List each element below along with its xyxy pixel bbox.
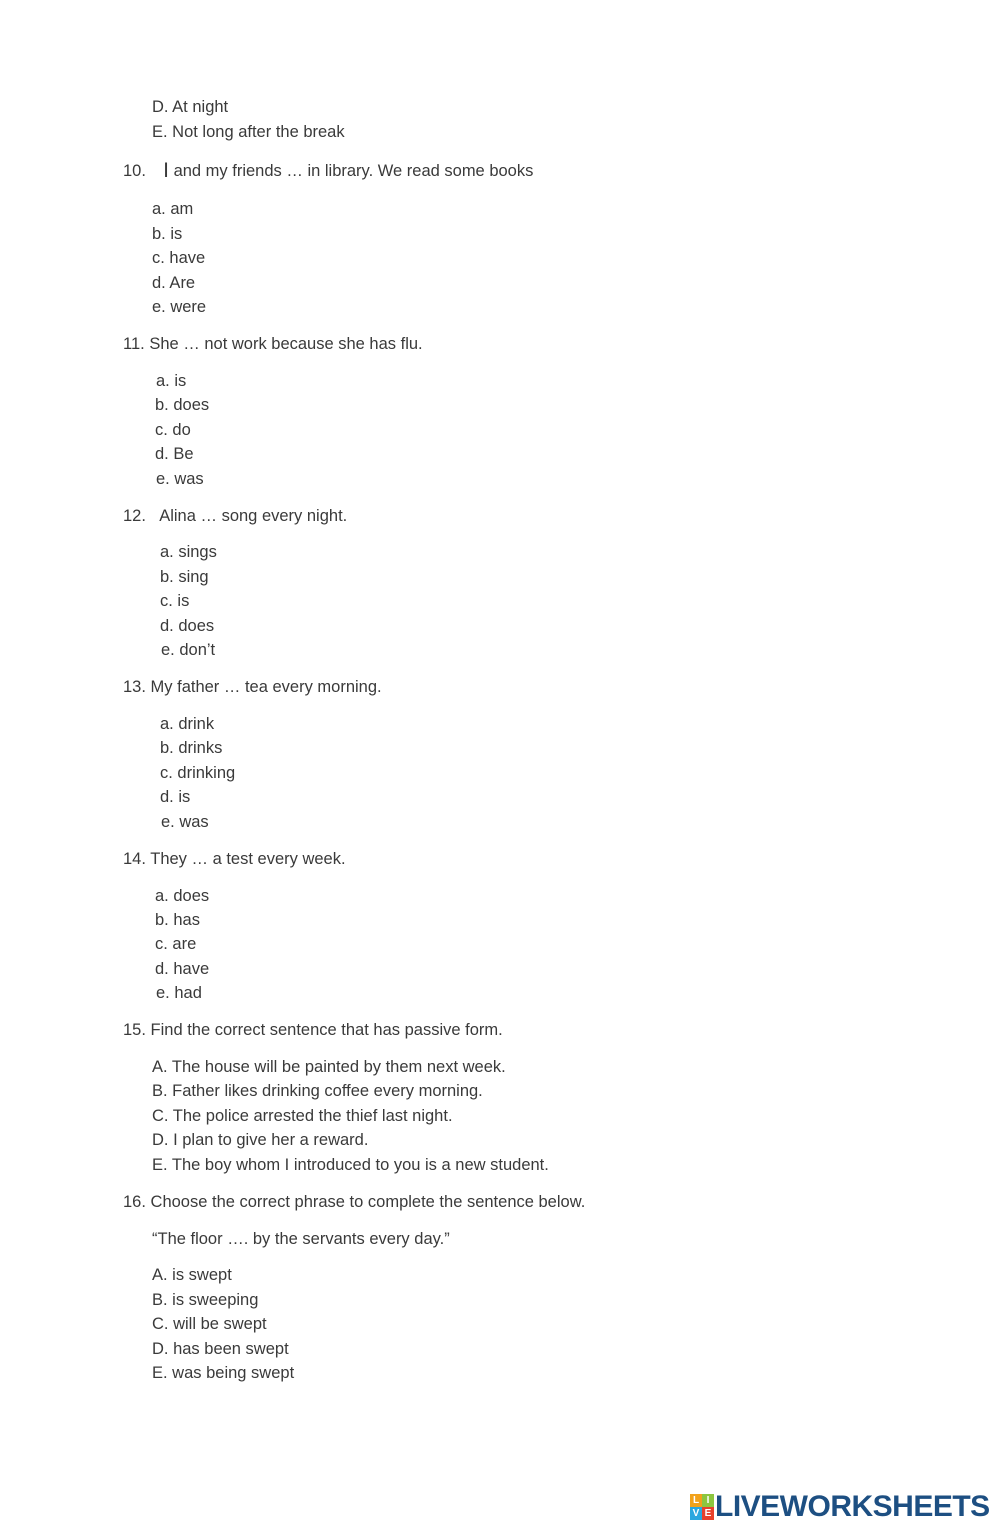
option-item[interactable]: D. At night (152, 98, 229, 116)
option-item[interactable]: d. does (160, 617, 215, 635)
question-stem-text: She … not work because she has flu. (149, 335, 423, 353)
question-stem-text: Alina … song every night. (159, 507, 348, 525)
logo-block-2: I (702, 1494, 714, 1507)
option-item[interactable]: E. The boy whom I introduced to you is a new student. (152, 1156, 549, 1174)
option-item[interactable]: c. do (155, 421, 191, 439)
logo-blocks-icon (690, 1494, 714, 1520)
question-number: 14. (123, 850, 146, 868)
question-15-stem (123, 1020, 503, 1040)
option-item[interactable]: a. sings (160, 543, 217, 561)
option-item[interactable]: e. was (161, 813, 209, 831)
question-number: 10. (123, 162, 146, 180)
logo-text: LIVEWORKSHEETS (715, 1490, 990, 1523)
option-item[interactable]: e. don’t (161, 641, 216, 659)
option-item[interactable]: E. was being swept (152, 1364, 295, 1382)
option-item[interactable]: a. drink (160, 715, 215, 733)
logo-block-1: L (690, 1494, 702, 1507)
option-item[interactable]: b. does (155, 396, 210, 414)
option-item[interactable]: c. are (155, 935, 197, 953)
question-14-stem (123, 849, 346, 869)
option-item[interactable]: b. sing (160, 568, 209, 586)
option-item[interactable]: d. is (160, 788, 191, 806)
option-item[interactable]: d. have (155, 960, 210, 978)
option-item[interactable]: d. Are (152, 274, 196, 292)
question-stem-text: and my friends … in library. We read some books (173, 162, 534, 180)
option-item[interactable]: c. is (160, 592, 190, 610)
question-stem-text: They … a test every week. (150, 850, 346, 868)
question-stem-prefix: I (163, 159, 169, 182)
option-item[interactable]: A. The house will be painted by them next week. (152, 1058, 506, 1076)
option-item[interactable]: d. Be (155, 445, 194, 463)
question-12-stem (123, 506, 347, 526)
option-item[interactable]: C. The police arrested the thief last night. (152, 1107, 453, 1125)
option-item[interactable]: c. have (152, 249, 206, 267)
question-13-stem (123, 677, 382, 697)
option-item[interactable]: B. is sweeping (152, 1291, 259, 1309)
question-number: 13. (123, 678, 146, 696)
option-item[interactable]: e. had (156, 984, 202, 1002)
option-item[interactable]: E. Not long after the break (152, 123, 345, 141)
option-item[interactable]: a. am (152, 200, 194, 218)
option-item[interactable]: e. were (152, 298, 207, 316)
question-10-stem (123, 160, 533, 180)
question-number: 12. (123, 507, 146, 525)
question-number: 16. (123, 1193, 146, 1211)
logo-block-4: E (702, 1507, 714, 1520)
option-item[interactable]: B. Father likes drinking coffee every morning. (152, 1082, 483, 1100)
option-item[interactable]: a. is (156, 372, 187, 390)
question-11-stem (123, 334, 423, 354)
question-number: 11. (123, 335, 145, 353)
option-item[interactable]: D. has been swept (152, 1340, 289, 1358)
question-stem-text: My father … tea every morning. (150, 678, 382, 696)
option-item[interactable]: b. is (152, 225, 183, 243)
option-item[interactable]: b. has (155, 911, 200, 929)
option-item[interactable]: b. drinks (160, 739, 223, 757)
question-quote: “The floor …. by the servants every day.” (152, 1230, 450, 1248)
option-item[interactable]: A. is swept (152, 1266, 232, 1284)
option-item[interactable]: C. will be swept (152, 1315, 267, 1333)
question-number: 15. (123, 1021, 146, 1039)
question-stem-text: Choose the correct phrase to complete the sentence below. (150, 1193, 586, 1211)
liveworksheets-logo (690, 1490, 990, 1524)
option-item[interactable]: c. drinking (160, 764, 236, 782)
option-item[interactable]: D. I plan to give her a reward. (152, 1131, 369, 1149)
question-16-stem (123, 1192, 585, 1212)
option-item[interactable]: a. does (155, 887, 210, 905)
option-item[interactable]: e. was (156, 470, 204, 488)
logo-block-3: V (690, 1507, 702, 1520)
question-stem-text: Find the correct sentence that has passive form. (150, 1021, 503, 1039)
